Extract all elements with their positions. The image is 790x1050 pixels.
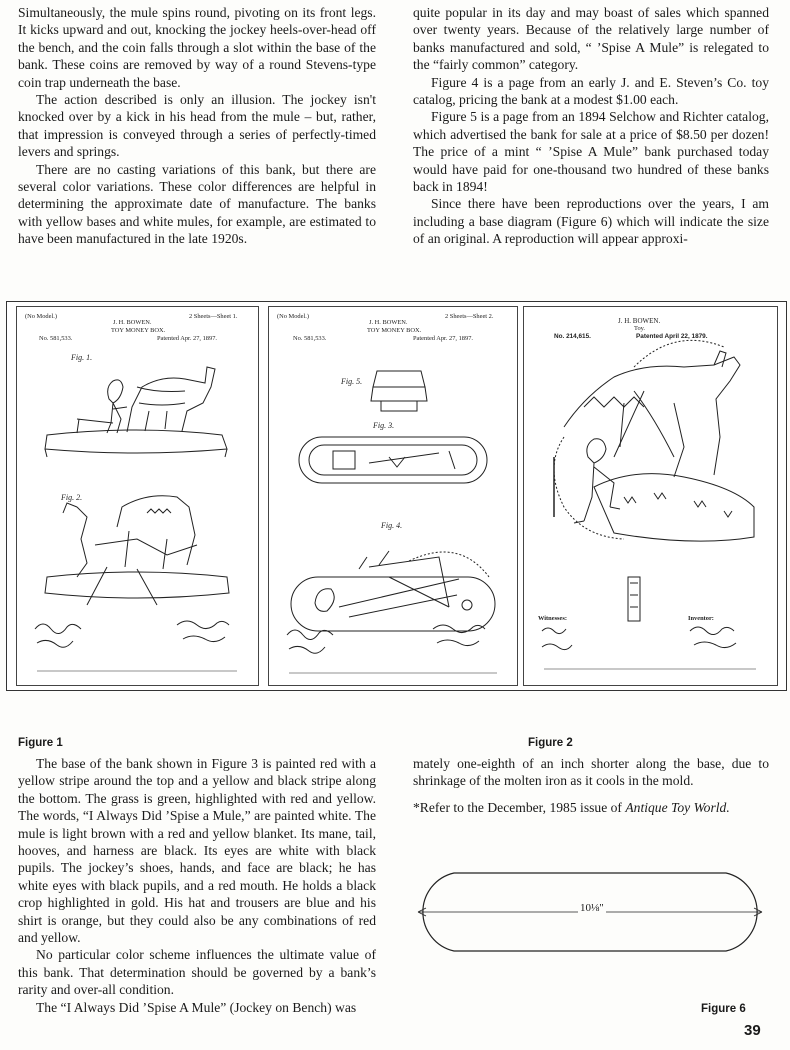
paragraph: quite popular in its day and may boast of sales which spanned over twenty years. Because of the relatively large number of banks manufactured and sold, “ ’Spise A Mule” is relegated to the “fairly common” category. — [413, 5, 769, 73]
plate-inventor: Inventor: — [688, 615, 714, 622]
plate-model: (No Model.) — [25, 313, 57, 320]
plate-sheets: 2 Sheets—Sheet 2. — [445, 313, 494, 320]
paragraph: The “I Always Did ’Spise A Mule” (Jockey on Bench) was — [36, 999, 357, 1015]
base-dimension-label: 10⅛" — [580, 902, 604, 914]
page-number: 39 — [744, 1022, 761, 1039]
plate-title: TOY MONEY BOX. — [367, 327, 422, 334]
patent-drawing-coin-trap — [269, 307, 517, 685]
plate-name: J. H. BOWEN. — [113, 319, 152, 326]
top-right-column — [413, 4, 769, 248]
plate-title: TOY MONEY BOX. — [111, 327, 166, 334]
plate-model: (No Model.) — [277, 313, 309, 320]
plate-witnesses: Witnesses: — [538, 615, 567, 622]
magazine-title: Antique Toy World. — [625, 799, 730, 815]
paragraph: Simultaneously, the mule spins round, pivoting on its front legs. It kicks upward and out, knocking the jockey heels-over-head off the bench, and the coin falls through a slot within the base of the bank. These coins are removed by way of a round Stevens-type coin trap underneath the base. — [18, 5, 376, 90]
plate-title: Toy. — [634, 325, 646, 332]
plate-number: No. 214,615. — [554, 333, 591, 340]
paragraph: Since there have been reproductions over the years, I am including a base diagram (Figure 6) which will indicate the size of an original. A reproduction will appear approxi- — [413, 196, 769, 247]
paragraph: Figure 5 is a page from an 1894 Selchow and Richter catalog, which advertised the bank for sale at a price of $8.50 per dozen! The price of a mint “ ’Spise A Mule” bank purchased today would have paid for one-thousand two hundred of these banks back in 1894! — [413, 109, 769, 195]
paragraph: Figure 4 is a page from an early J. and E. Steven’s Co. toy catalog, pricing the bank at a modest $1.00 each. — [413, 74, 769, 108]
plate-name: J. H. BOWEN. — [369, 319, 408, 326]
fig-label: Fig. 3. — [373, 421, 395, 430]
plate-sheets: 2 Sheets—Sheet 1. — [189, 313, 238, 320]
patent-plate-3 — [523, 306, 778, 686]
figure-6-caption: Figure 6 — [701, 1003, 746, 1015]
plate-number: No. 581,533. — [293, 335, 327, 342]
patent-plate-2 — [268, 306, 518, 686]
plate-name: J. H. BOWEN. — [618, 317, 661, 325]
fig-label: Fig. 1. — [71, 353, 93, 362]
fig-label: Fig. 4. — [381, 521, 403, 530]
paragraph: The base of the bank shown in Figure 3 is painted red with a yellow stripe around the top and a yellow and black stripe along the bottom. The grass is green, highlighted with red and yellow. The words, “I Always Did ’Spise a Mule,” are painted white. The mule is light brown with a red and yellow blanket. Its mane, tail, hooves, and harness are black. Its eyes are white with black pupils. The jockey’s shoes, hands, and face are black; he has white eyes with black pupils, and a red mouth. He holds a black crop highlighted in gold. His hat and trousers are blue and his shirt is orange, but they could also be any combinations of red and yellow. — [18, 756, 376, 946]
reference-text: *Refer to the December, 1985 issue of — [413, 799, 626, 815]
top-left-column — [18, 4, 376, 248]
paragraph: There are no casting variations of this bank, but there are several color variations. These color differences are helpful in determining the approximate date of manufacture. The banks with yellow bases and white mules, for example, are estimated to have been manufactured in the late 1920s. — [18, 161, 376, 247]
reference-note — [413, 799, 769, 816]
paragraph: The action described is only an illusion. The jockey isn't knocked over by a kick in his head from the mule – but, rather, that impression is conveyed through a series of perfectly-timed levers and springs. — [18, 92, 376, 160]
patent-plate-1 — [16, 306, 259, 686]
bottom-left-column — [18, 755, 376, 1016]
fig-label: Fig. 5. — [341, 377, 363, 386]
plate-number: No. 581,533. — [39, 335, 73, 342]
bottom-right-column — [413, 755, 769, 816]
plate-patented: Patented Apr. 27, 1897. — [157, 335, 217, 342]
figure-1-caption: Figure 1 — [18, 737, 63, 749]
plate-patented: Patented Apr. 27, 1897. — [413, 335, 473, 342]
fig-label: Fig. 2. — [61, 493, 83, 502]
paragraph: mately one-eighth of an inch shorter along the base, due to shrinkage of the molten iron as it cools in the mold. — [413, 756, 769, 789]
plate-patented: Patented April 22, 1879. — [636, 333, 708, 340]
figure-2-caption: Figure 2 — [528, 737, 573, 749]
patent-drawing-mule-jockey — [524, 307, 777, 685]
paragraph: No particular color scheme influences the ultimate value of this bank. That determination should be governed by a bank’s rarity and over-all condition. — [18, 947, 376, 998]
patent-drawing-mule-bank — [17, 307, 258, 685]
